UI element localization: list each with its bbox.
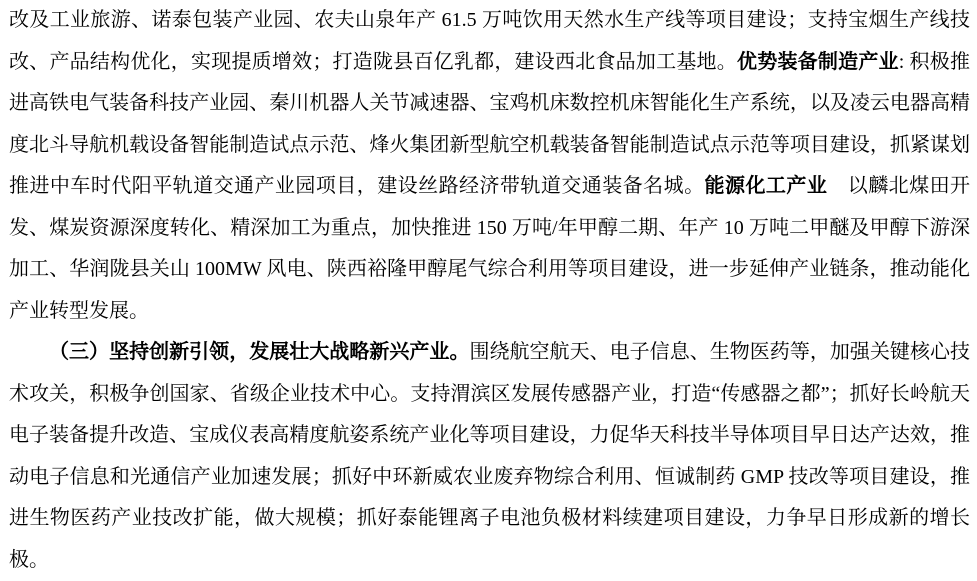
text-run: 以麟北煤田开发、煤炭资源深度转化、精深加工为重点，加快推进 150 万吨/年甲醇二期、年产 10 万吨二甲醚及甲醇下游深加工、华润陇县关山 100MW 风电、陕西裕隆甲醇尾气综合利用等项目建设，进一步延伸产业链条，推动能化产业转型发展。 bbox=[9, 175, 971, 322]
text-run: : 积极推进高铁电气装备科技产业园、秦川机器人关节减速器、宝鸡机床数控机床智能化生产系统，以及凌云电器高精度北斗导航机载设备智能制造试点示范、烽火集团新型航空机载装备智能制造试点示范等项目建设，抓紧谋划推进中车时代阳平轨道交通产业园项目，建设丝路经济带轨道交通装备名城。 bbox=[9, 50, 971, 197]
paragraph-industry-continuation bbox=[9, 0, 970, 332]
paragraph-section-three-innovation bbox=[9, 332, 970, 581]
text-run: 改及工业旅游、诺泰包装产业园、农夫山泉年产 61.5 万吨饮用天然水生产线等项目建设；支持宝烟生产线技改、产品结构优化，实现提质增效；打造陇县百亿乳都，建设西北食品加工基地。 bbox=[9, 9, 970, 73]
heading-section-three-innovation-leading: （三）坚持创新引领，发展壮大战略新兴产业。 bbox=[49, 341, 470, 363]
heading-energy-chemical-industry: 能源化工产业 bbox=[704, 175, 828, 197]
heading-advantage-equipment-manufacturing-industry: 优势装备制造产业 bbox=[737, 50, 899, 73]
text-run: 围绕航空航天、电子信息、生物医药等，加强关键核心技术攻关，积极争创国家、省级企业技术中心。支持渭滨区发展传感器产业，打造“传感器之都”；抓好长岭航天电子装备提升改造、宝成仪表高精度航姿系统产业化等项目建设，力促华天科技半导体项目早日达产达效，推动电子信息和光通信产业加速发展；抓好中环新威农业废弃物综合利用、恒诚制药 GMP 技改等项目建设，推进生物医药产业技改扩能，做大规模；抓好泰能锂离子电池负极材料续建项目建设，力争早日形成新的增长极。 bbox=[9, 341, 971, 571]
